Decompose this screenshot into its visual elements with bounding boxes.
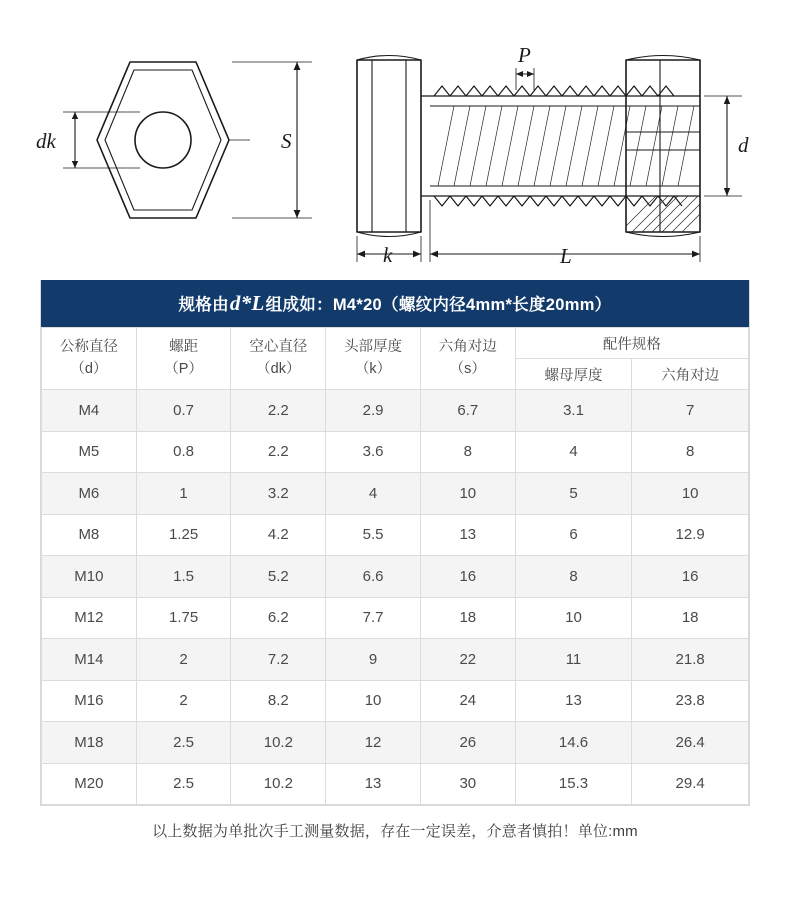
header-nut-across-flats: 六角对边 (632, 359, 749, 390)
cell-dk: 2.2 (231, 390, 326, 432)
cell-d: M5 (42, 431, 137, 473)
cell-s: 6.7 (420, 390, 515, 432)
cell-dk: 6.2 (231, 597, 326, 639)
label-d: d (738, 133, 749, 157)
cell-p: 2 (136, 680, 231, 722)
cell-nut-thickness: 13 (515, 680, 632, 722)
cell-nut-thickness: 3.1 (515, 390, 632, 432)
cell-dk: 2.2 (231, 431, 326, 473)
cell-p: 1.5 (136, 556, 231, 598)
cell-nut-thickness: 5 (515, 473, 632, 515)
header-pitch: 螺距 （P） (136, 328, 231, 390)
cell-nut-across: 10 (632, 473, 749, 515)
header-nut-thickness: 螺母厚度 (515, 359, 632, 390)
hex-inner-outline (105, 70, 221, 210)
cell-k: 9 (326, 639, 421, 681)
cell-dk: 5.2 (231, 556, 326, 598)
cell-nut-thickness: 14.6 (515, 722, 632, 764)
cell-d: M10 (42, 556, 137, 598)
cell-d: M18 (42, 722, 137, 764)
table-row (42, 763, 749, 805)
cell-k: 3.6 (326, 431, 421, 473)
cell-s: 16 (420, 556, 515, 598)
label-s: S (281, 129, 292, 153)
table-row (42, 390, 749, 432)
cell-k: 7.7 (326, 597, 421, 639)
cell-nut-across: 26.4 (632, 722, 749, 764)
cell-p: 0.7 (136, 390, 231, 432)
cell-k: 4 (326, 473, 421, 515)
cell-nut-thickness: 11 (515, 639, 632, 681)
title-suffix: 组成如：M4*20（螺纹内径4mm*长度20mm） (265, 296, 612, 314)
cell-nut-across: 12.9 (632, 514, 749, 556)
cell-d: M16 (42, 680, 137, 722)
cell-d: M14 (42, 639, 137, 681)
table-row (42, 473, 749, 515)
hole-circle (135, 112, 191, 168)
header-accessory-group: 配件规格 (515, 328, 748, 359)
cell-dk: 4.2 (231, 514, 326, 556)
bolt-head (357, 60, 421, 232)
table-row (42, 722, 749, 764)
cell-d: M8 (42, 514, 137, 556)
cell-nut-across: 16 (632, 556, 749, 598)
measurement-disclaimer: 以上数据为单批次手工测量数据，存在一定误差，介意者慎拍！单位:mm (152, 823, 638, 840)
cell-nut-across: 21.8 (632, 639, 749, 681)
cell-k: 10 (326, 680, 421, 722)
cell-d: M20 (42, 763, 137, 805)
label-p: P (518, 43, 531, 67)
cell-dk: 3.2 (231, 473, 326, 515)
spec-table-container (40, 280, 750, 806)
cell-nut-thickness: 4 (515, 431, 632, 473)
cell-p: 1 (136, 473, 231, 515)
cell-p: 2.5 (136, 722, 231, 764)
thread-profile-bottom (434, 196, 682, 206)
header-head-thickness: 头部厚度 （k） (326, 328, 421, 390)
cell-s: 8 (420, 431, 515, 473)
label-L: L (560, 244, 572, 268)
cell-p: 2 (136, 639, 231, 681)
cell-dk: 8.2 (231, 680, 326, 722)
cell-dk: 10.2 (231, 763, 326, 805)
cell-s: 24 (420, 680, 515, 722)
cell-dk: 7.2 (231, 639, 326, 681)
table-row (42, 431, 749, 473)
hex-outline (97, 62, 229, 218)
table-row (42, 597, 749, 639)
cell-nut-thickness: 10 (515, 597, 632, 639)
cell-nut-thickness: 15.3 (515, 763, 632, 805)
spec-table-title (41, 280, 749, 327)
label-dk: dk (36, 129, 56, 153)
cell-nut-across: 29.4 (632, 763, 749, 805)
label-k: k (383, 243, 393, 267)
cell-p: 0.8 (136, 431, 231, 473)
cell-nut-across: 23.8 (632, 680, 749, 722)
cell-s: 30 (420, 763, 515, 805)
spec-table (41, 327, 749, 805)
header-nominal-diameter: 公称直径 （d） (42, 328, 137, 390)
nut-body (626, 60, 700, 232)
cell-s: 10 (420, 473, 515, 515)
table-row (42, 556, 749, 598)
cell-k: 6.6 (326, 556, 421, 598)
title-prefix: 规格由 (178, 296, 229, 314)
table-row (42, 514, 749, 556)
cell-s: 18 (420, 597, 515, 639)
table-header-row-1 (42, 328, 749, 359)
cell-nut-across: 7 (632, 390, 749, 432)
table-row (42, 680, 749, 722)
cell-nut-across: 8 (632, 431, 749, 473)
thread-profile-top (434, 86, 674, 96)
table-row (42, 639, 749, 681)
title-formula: d*L (229, 291, 265, 315)
cell-k: 5.5 (326, 514, 421, 556)
cell-d: M4 (42, 390, 137, 432)
cell-p: 1.75 (136, 597, 231, 639)
cell-dk: 10.2 (231, 722, 326, 764)
cell-nut-across: 18 (632, 597, 749, 639)
cell-nut-thickness: 6 (515, 514, 632, 556)
cell-s: 22 (420, 639, 515, 681)
cell-d: M6 (42, 473, 137, 515)
header-hollow-diameter: 空心直径 （dk） (231, 328, 326, 390)
cell-s: 13 (420, 514, 515, 556)
cell-k: 12 (326, 722, 421, 764)
technical-drawing (0, 0, 790, 268)
cell-k: 13 (326, 763, 421, 805)
cell-nut-thickness: 8 (515, 556, 632, 598)
cell-p: 2.5 (136, 763, 231, 805)
cell-d: M12 (42, 597, 137, 639)
cell-p: 1.25 (136, 514, 231, 556)
cell-k: 2.9 (326, 390, 421, 432)
header-hex-across-flats: 六角对边 （s） (420, 328, 515, 390)
cell-s: 26 (420, 722, 515, 764)
